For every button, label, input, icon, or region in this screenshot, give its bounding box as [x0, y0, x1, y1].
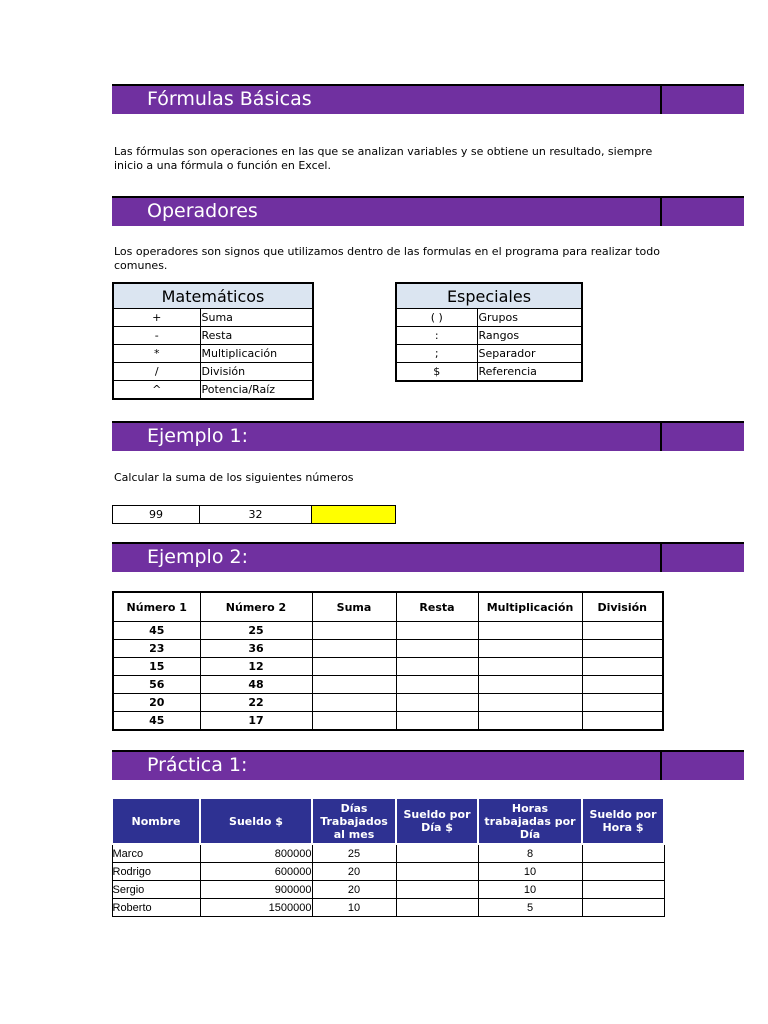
- ejemplo2-cell[interactable]: [312, 640, 396, 658]
- ejemplo2-cell[interactable]: 15: [113, 658, 200, 676]
- ejemplo2-column-header[interactable]: División: [582, 592, 663, 622]
- header-line: Día: [519, 827, 541, 841]
- practica1-cell[interactable]: Marco: [112, 844, 200, 863]
- ejemplo2-cell[interactable]: 23: [113, 640, 200, 658]
- ejemplo2-column-header[interactable]: Número 1: [113, 592, 200, 622]
- ejemplo2-cell[interactable]: [312, 676, 396, 694]
- ejemplo2-cell[interactable]: 56: [113, 676, 200, 694]
- banner-edge: [660, 542, 662, 572]
- matematicos-row: [113, 345, 313, 363]
- operadores-line-1: Los operadores son signos que utilizamos dentro de las formulas en el programa para realizar todo: [114, 245, 660, 258]
- matematicos-row: [113, 363, 313, 381]
- ejemplo1-value-a: 99: [113, 506, 200, 524]
- especiales-symbol[interactable]: ;: [396, 345, 477, 363]
- table-row: [113, 640, 663, 658]
- matematicos-label[interactable]: Multiplicación: [200, 345, 313, 363]
- practica1-cell[interactable]: 900000: [200, 881, 312, 899]
- practica1-cell[interactable]: [582, 863, 664, 881]
- ejemplo2-cell[interactable]: [396, 658, 478, 676]
- practica1-cell[interactable]: 10: [478, 863, 582, 881]
- ejemplo2-cell[interactable]: [312, 622, 396, 640]
- practica1-cell[interactable]: [582, 881, 664, 899]
- practica1-cell[interactable]: 8: [478, 844, 582, 863]
- ejemplo2-cell[interactable]: [478, 640, 582, 658]
- table-row: [112, 881, 664, 899]
- practica1-column-header[interactable]: [112, 798, 200, 844]
- ejemplo2-cell[interactable]: [478, 694, 582, 712]
- header-line: Horas: [511, 801, 549, 815]
- ejemplo2-cell[interactable]: [396, 712, 478, 731]
- title-banner: [112, 84, 744, 114]
- practica1-cell[interactable]: 20: [312, 881, 396, 899]
- practica1-cell[interactable]: 10: [312, 899, 396, 917]
- ejemplo2-cell[interactable]: 45: [113, 712, 200, 731]
- table-row: [112, 899, 664, 917]
- ejemplo2-column-header[interactable]: Multiplicación: [478, 592, 582, 622]
- operadores-banner: [112, 196, 744, 226]
- matematicos-label[interactable]: Potencia/Raíz: [200, 381, 313, 400]
- practica1-cell[interactable]: [396, 844, 478, 863]
- matematicos-symbol[interactable]: -: [113, 327, 200, 345]
- ejemplo2-column-header[interactable]: Resta: [396, 592, 478, 622]
- ejemplo2-cell[interactable]: [396, 694, 478, 712]
- practica1-cell[interactable]: [396, 881, 478, 899]
- ejemplo1-banner: [112, 421, 744, 451]
- ejemplo2-title: Ejemplo 2:: [147, 546, 248, 568]
- table-row: [113, 694, 663, 712]
- ejemplo2-banner: [112, 542, 744, 572]
- operadores-title: Operadores: [147, 200, 258, 222]
- practica1-cell[interactable]: [396, 899, 478, 917]
- ejemplo2-cell[interactable]: [396, 640, 478, 658]
- banner-edge: [660, 421, 662, 451]
- matematicos-row: [113, 381, 313, 400]
- especiales-row: [396, 345, 582, 363]
- practica1-column-header[interactable]: [200, 798, 312, 844]
- especiales-symbol[interactable]: $: [396, 363, 477, 382]
- especiales-label[interactable]: Referencia: [477, 363, 582, 382]
- ejemplo2-cell[interactable]: [312, 712, 396, 731]
- header-line: Hora $: [602, 821, 644, 834]
- practica1-cell[interactable]: 10: [478, 881, 582, 899]
- header-line: trabajadas por: [484, 814, 576, 828]
- table-row: [113, 676, 663, 694]
- header-line: al mes: [333, 827, 375, 841]
- practica1-banner: [112, 750, 744, 780]
- header-line: Sueldo por: [589, 808, 657, 821]
- ejemplo1-title: Ejemplo 1:: [147, 425, 248, 447]
- ejemplo2-cell[interactable]: [582, 676, 663, 694]
- practica1-cell[interactable]: Roberto: [112, 899, 200, 917]
- table-row: [113, 622, 663, 640]
- table-row: [112, 844, 664, 863]
- ejemplo2-cell[interactable]: 12: [200, 658, 312, 676]
- header-line: Trabajados: [320, 814, 388, 828]
- table-row: [112, 863, 664, 881]
- table-row: [113, 712, 663, 731]
- ejemplo2-cell[interactable]: 36: [200, 640, 312, 658]
- ejemplo2-cell[interactable]: [582, 622, 663, 640]
- practica1-column-header[interactable]: [478, 798, 582, 844]
- header-line: Día $: [421, 821, 453, 834]
- matematicos-symbol[interactable]: *: [113, 345, 200, 363]
- ejemplo2-cell[interactable]: 17: [200, 712, 312, 731]
- especiales-row: [396, 327, 582, 345]
- ejemplo1-result-cell[interactable]: [312, 506, 396, 524]
- practica1-column-header[interactable]: [312, 798, 396, 844]
- practica1-table: [111, 797, 665, 917]
- ejemplo2-column-header[interactable]: Número 2: [200, 592, 312, 622]
- header-line: Sueldo por: [403, 808, 471, 821]
- table-row: [113, 658, 663, 676]
- ejemplo2-cell[interactable]: [582, 640, 663, 658]
- practica1-cell[interactable]: 800000: [200, 844, 312, 863]
- ejemplo2-cell[interactable]: [582, 694, 663, 712]
- practica1-cell[interactable]: Sergio: [112, 881, 200, 899]
- operadores-text: [114, 245, 662, 272]
- matematicos-table: [112, 282, 314, 400]
- ejemplo2-cell[interactable]: [582, 712, 663, 731]
- ejemplo1-text: Calcular la suma de los siguientes números: [114, 471, 354, 484]
- ejemplo2-cell[interactable]: [478, 676, 582, 694]
- matematicos-label[interactable]: División: [200, 363, 313, 381]
- especiales-label[interactable]: Separador: [477, 345, 582, 363]
- especiales-table: [395, 282, 583, 382]
- matematicos-label[interactable]: Suma: [200, 309, 313, 327]
- matematicos-symbol[interactable]: +: [113, 309, 200, 327]
- banner-edge: [660, 196, 662, 226]
- intro-line-1: Las fórmulas son operaciones en las que se analizan variables y se obtiene un resultado, siempre: [114, 145, 653, 158]
- page-title: Fórmulas Básicas: [147, 88, 312, 110]
- matematicos-symbol[interactable]: ^: [113, 381, 200, 400]
- matematicos-symbol[interactable]: /: [113, 363, 200, 381]
- practica1-cell[interactable]: [396, 863, 478, 881]
- especiales-row: [396, 309, 582, 327]
- matematicos-row: [113, 327, 313, 345]
- ejemplo2-cell[interactable]: 48: [200, 676, 312, 694]
- ejemplo2-table: [112, 591, 664, 731]
- ejemplo2-column-header[interactable]: Suma: [312, 592, 396, 622]
- especiales-label[interactable]: Grupos: [477, 309, 582, 327]
- ejemplo2-cell[interactable]: [396, 676, 478, 694]
- especiales-header: Especiales: [396, 283, 582, 309]
- ejemplo2-cell[interactable]: [478, 658, 582, 676]
- banner-edge: [660, 750, 662, 780]
- ejemplo2-cell[interactable]: [478, 622, 582, 640]
- practica1-cell[interactable]: 600000: [200, 863, 312, 881]
- especiales-label[interactable]: Rangos: [477, 327, 582, 345]
- practica1-cell[interactable]: 5: [478, 899, 582, 917]
- ejemplo1-value-b: 32: [200, 506, 312, 524]
- especiales-row: [396, 363, 582, 382]
- ejemplo1-table: [112, 505, 396, 524]
- ejemplo2-cell[interactable]: [312, 694, 396, 712]
- header-line: Nombre: [131, 814, 181, 828]
- practica1-cell[interactable]: 1500000: [200, 899, 312, 917]
- ejemplo2-cell[interactable]: 22: [200, 694, 312, 712]
- ejemplo2-cell[interactable]: 20: [113, 694, 200, 712]
- ejemplo2-cell[interactable]: 45: [113, 622, 200, 640]
- matematicos-row: [113, 309, 313, 327]
- header-line: Sueldo $: [229, 814, 283, 828]
- practica1-column-header[interactable]: [582, 798, 664, 844]
- banner-edge: [660, 84, 662, 114]
- ejemplo2-cell[interactable]: [312, 658, 396, 676]
- especiales-symbol[interactable]: ( ): [396, 309, 477, 327]
- practica1-column-header[interactable]: [396, 798, 478, 844]
- operadores-line-2: comunes.: [114, 259, 168, 272]
- matematicos-label[interactable]: Resta: [200, 327, 313, 345]
- ejemplo2-cell[interactable]: [478, 712, 582, 731]
- ejemplo2-cell[interactable]: [582, 658, 663, 676]
- matematicos-header: Matemáticos: [113, 283, 313, 309]
- ejemplo2-cell[interactable]: [396, 622, 478, 640]
- practica1-cell[interactable]: [582, 899, 664, 917]
- intro-line-2: inicio a una fórmula o función en Excel.: [114, 159, 331, 172]
- intro-text: [114, 145, 662, 173]
- practica1-cell[interactable]: Rodrigo: [112, 863, 200, 881]
- practica1-cell[interactable]: 20: [312, 863, 396, 881]
- ejemplo2-cell[interactable]: 25: [200, 622, 312, 640]
- practica1-cell[interactable]: 25: [312, 844, 396, 863]
- header-line: Días: [340, 801, 368, 815]
- especiales-symbol[interactable]: :: [396, 327, 477, 345]
- practica1-cell[interactable]: [582, 844, 664, 863]
- practica1-title: Práctica 1:: [147, 754, 248, 776]
